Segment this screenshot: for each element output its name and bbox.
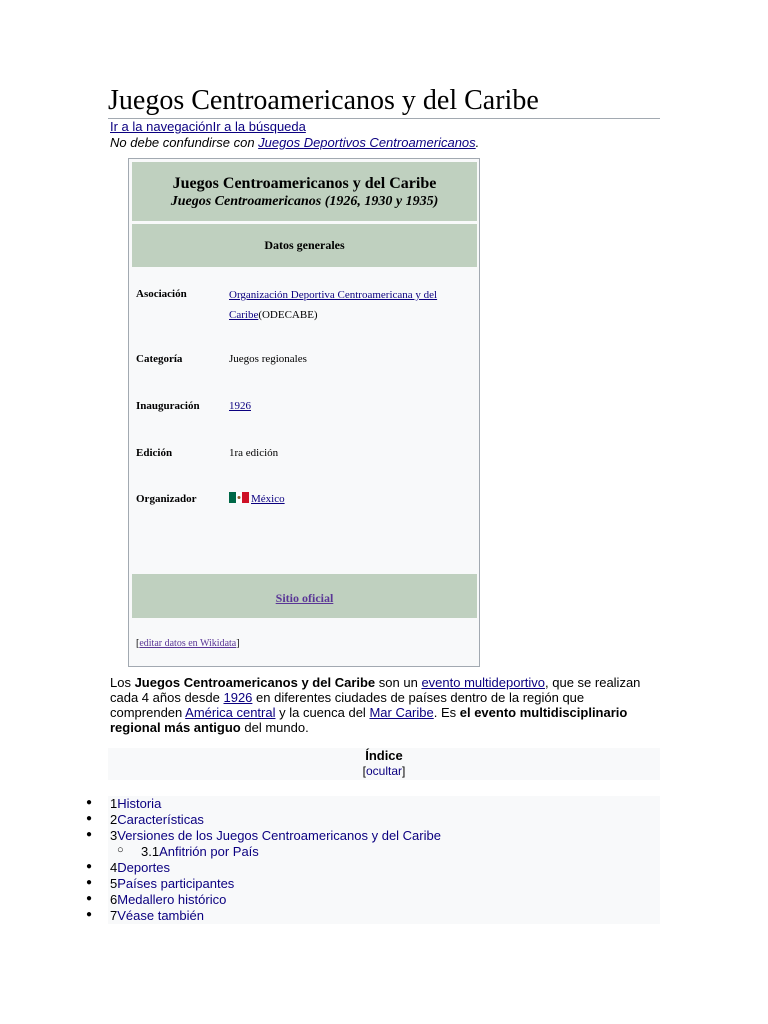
intro-text: son un	[375, 675, 422, 690]
infobox-label: Organizador	[136, 493, 197, 505]
edit-wikidata-link[interactable]: editar datos en Wikidata	[139, 638, 237, 649]
hatnote-link[interactable]: Juegos Deportivos Centroamericanos	[258, 135, 476, 150]
jump-to-navigation-link[interactable]: Ir a la navegación	[110, 119, 213, 134]
infobox-value-text: (ODECABE)	[258, 309, 318, 321]
hatnote-prefix: No debe confundirse con	[110, 135, 259, 150]
bullet-icon: ●	[86, 829, 93, 840]
toc-number: 5	[110, 876, 118, 891]
toc-header	[108, 748, 660, 780]
mexico-link[interactable]: México	[251, 493, 285, 505]
intro-bold-title: Juegos Centroamericanos y del Caribe	[134, 675, 376, 690]
toc-item[interactable]	[110, 876, 234, 892]
page-title: Juegos Centroamericanos y del Caribe	[108, 84, 660, 119]
mexico-flag-icon	[229, 490, 249, 501]
toc-number: 7	[110, 908, 118, 923]
intro-text: del mundo.	[240, 720, 309, 735]
infobox-label: Categoría	[136, 353, 183, 365]
bullet-icon: ●	[86, 813, 93, 824]
mar-caribe-link[interactable]: Mar Caribe	[369, 705, 434, 720]
intro-text: . Es	[433, 705, 460, 720]
infobox-value: 1ra edición	[229, 447, 279, 459]
intro-text: Los	[110, 675, 135, 690]
infobox-value: Juegos regionales	[229, 353, 307, 365]
bullet-icon: ●	[86, 909, 93, 920]
toc-link[interactable]: Medallero histórico	[117, 892, 227, 907]
toc-number: 6	[110, 892, 118, 907]
toc-item[interactable]	[110, 860, 170, 876]
intro-text: en diferentes ciudades de países dentro de la región que comprenden	[110, 690, 585, 720]
toc-subitem[interactable]	[141, 844, 259, 860]
evento-multideportivo-link[interactable]: evento multideportivo	[421, 675, 546, 690]
toc-number: 3	[110, 828, 118, 843]
infobox-value	[229, 396, 469, 416]
infobox-section-header: Datos generales	[132, 224, 477, 267]
infobox-subtitle: Juegos Centroamericanos (1926, 1930 y 1935)	[170, 194, 439, 209]
toc-link[interactable]: Características	[117, 812, 204, 827]
america-central-link[interactable]: América central	[185, 705, 276, 720]
toc-link[interactable]: Véase también	[117, 908, 204, 923]
bullet-icon: ●	[86, 797, 93, 808]
jump-to-search-link[interactable]: Ir a la búsqueda	[212, 119, 306, 134]
bullet-icon: ●	[86, 893, 93, 904]
infobox-label: Asociación	[136, 288, 187, 300]
bullet-icon: ●	[86, 861, 93, 872]
intro-paragraph	[110, 675, 660, 735]
toc-link[interactable]: Anfitrión por País	[159, 844, 259, 859]
toc-link[interactable]: Historia	[117, 796, 162, 811]
bracket-close: ]	[402, 764, 406, 778]
intro-text: y la cuenca del	[275, 705, 370, 720]
circle-bullet-icon: ○	[117, 844, 124, 856]
toc-number: 1	[110, 796, 118, 811]
year-1926-text-link[interactable]: 1926	[223, 690, 253, 705]
year-1926-link[interactable]: 1926	[229, 400, 251, 412]
official-site-row	[132, 574, 477, 618]
toc-link[interactable]: Países participantes	[117, 876, 235, 891]
toc-item[interactable]	[110, 908, 204, 924]
infobox-label: Edición	[136, 447, 173, 459]
infobox	[128, 158, 480, 667]
hatnote	[110, 135, 479, 150]
edit-wikidata	[136, 638, 240, 649]
toc-hide-link[interactable]: ocultar	[365, 764, 403, 778]
toc-number: 2	[110, 812, 118, 827]
intro-text: , que se realizan cada 4 años desde	[110, 675, 641, 705]
toc-item[interactable]	[110, 796, 161, 812]
toc-item[interactable]	[110, 812, 204, 828]
toc-link[interactable]: Deportes	[117, 860, 170, 875]
toc-number: 4	[110, 860, 118, 875]
official-site-link[interactable]: Sitio oficial	[275, 591, 334, 605]
toc-item[interactable]	[110, 828, 441, 844]
toc-row-bg	[108, 796, 660, 812]
infobox-header	[132, 162, 477, 221]
infobox-value	[229, 489, 469, 509]
odecabe-link[interactable]: Organización Deportiva Centroamericana y del Caribe	[229, 289, 438, 321]
jump-links	[110, 119, 306, 134]
toc-link[interactable]: Versiones de los Juegos Centroamericanos y del Caribe	[117, 828, 441, 843]
toc-title: Índice	[365, 748, 403, 763]
infobox-value	[229, 285, 469, 325]
toc-row-bg	[108, 860, 660, 876]
hatnote-suffix: .	[475, 135, 480, 150]
bracket-open: [	[362, 764, 366, 778]
intro-bold-phrase: el evento multidisciplinario regional más antiguo	[110, 705, 628, 735]
toc-toggle	[108, 763, 660, 780]
toc-number: 3.1	[141, 844, 160, 859]
infobox-label: Inauguración	[136, 400, 200, 412]
bracket-open: [	[136, 638, 140, 649]
bullet-icon: ●	[86, 877, 93, 888]
toc-item[interactable]	[110, 892, 226, 908]
infobox-title: Juegos Centroamericanos y del Caribe	[172, 175, 437, 192]
bracket-close: ]	[236, 638, 240, 649]
